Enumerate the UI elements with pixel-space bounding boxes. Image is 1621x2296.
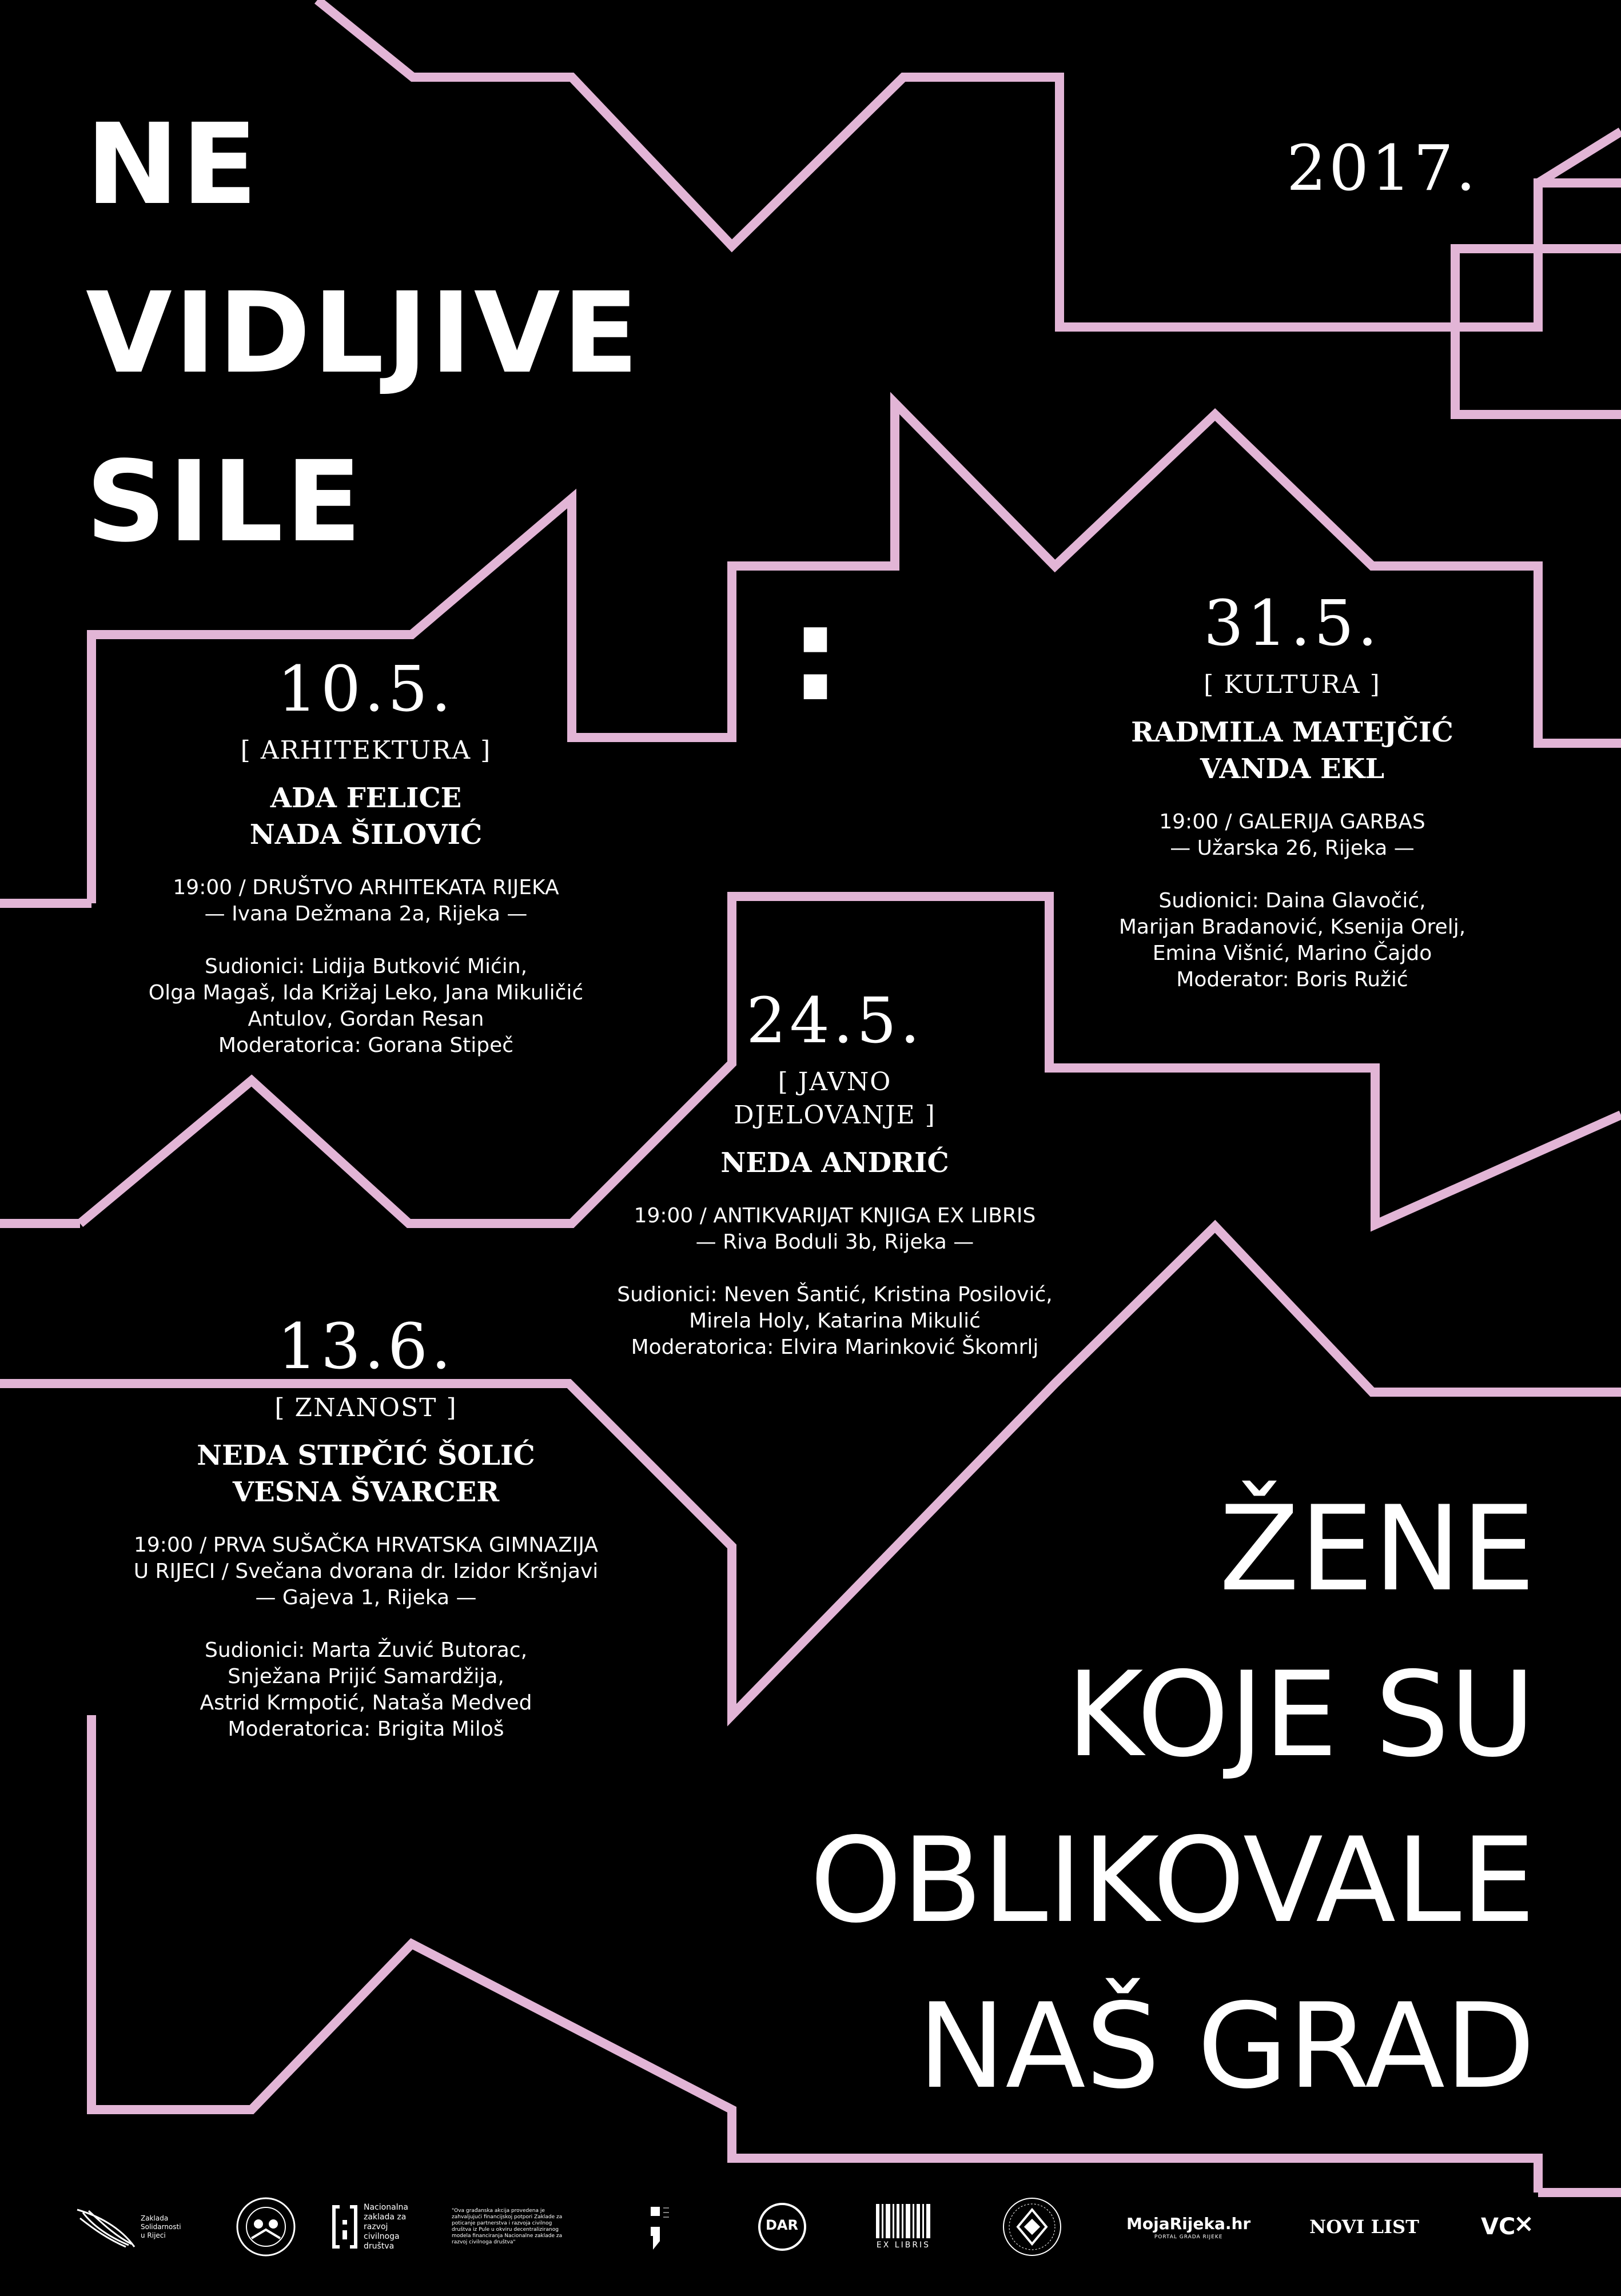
event-kultura: [1006, 586, 1578, 993]
event-category: [ KULTURA ]: [1204, 670, 1381, 699]
event-venue-line: 19:00 / ANTIKVARIJAT KNJIGA EX LIBRIS: [634, 1204, 1036, 1227]
event-venue: [1006, 809, 1578, 862]
event-znanost: [80, 1309, 652, 1743]
event-person: NADA ŠILOVIĆ: [249, 819, 483, 851]
event-people: [80, 1437, 652, 1510]
logo-novi-list: [1309, 2190, 1419, 2264]
subtitle-line: ŽENE: [1219, 1481, 1535, 1617]
logo-dar: [758, 2190, 807, 2264]
logo-nacionalna-zaklada: [332, 2190, 408, 2264]
event-venue: [549, 1203, 1121, 1255]
event-category: [ ARHITEKTURA ]: [240, 736, 492, 765]
event-date: 24.5.: [746, 984, 923, 1057]
novi-list-text: NOVI LIST: [1309, 2216, 1419, 2238]
event-participant-line: Marijan Bradanović, Ksenija Orelj,: [1118, 915, 1466, 939]
event-venue-line: 19:00 / GALERIJA GARBAS: [1159, 810, 1425, 834]
moja-rijeka-subtext: PORTAL GRADA RIJEKE: [1154, 2234, 1223, 2240]
event-participant-line: Olga Magaš, Ida Križaj Leko, Jana Mikuličić: [148, 981, 584, 1005]
emblem-icon: [1001, 2195, 1064, 2258]
event-category-line: DJELOVANJE ]: [734, 1101, 936, 1130]
event-participant-line: Sudionici: Marta Žuvić Butorac,: [204, 1639, 528, 1662]
event-javno-djelovanje: [549, 983, 1121, 1361]
subtitle-line: KOJE SU: [1066, 1647, 1535, 1783]
main-title-line: SILE: [86, 437, 364, 567]
logo-disclaimer: [452, 2190, 572, 2264]
disclaimer-text: "Ova građanska akcija provedena je zahvaljujući financijskoj potpori Zaklade za poticanje partnerstva i razvoja civilnog društva iz Pule u okviru decentraliziranog modela financiranja Nacionalne zaklade za razvoj civilnoga društva": [452, 2208, 563, 2245]
event-venue: [80, 1532, 652, 1611]
event-category: [549, 1066, 1121, 1132]
event-venue-line: — Gajeva 1, Rijeka —: [255, 1586, 477, 1609]
event-participant-line: Sudionici: Lidija Butković Mićin,: [204, 955, 528, 978]
semicolon-icon: [646, 2201, 669, 2253]
barcode-icon: [875, 2204, 932, 2238]
logo-circular-seal: [1001, 2190, 1064, 2264]
event-participant-line: Sudionici: Neven Šantić, Kristina Posilović,: [617, 1283, 1053, 1306]
logo-label: Nacionalna zaklada za razvoj civilnoga društva: [364, 2202, 408, 2251]
event-person: VANDA EKL: [1200, 753, 1385, 785]
main-title: [86, 80, 641, 586]
logo-label: Zaklada Solidarnosti u Rijeci: [141, 2214, 181, 2239]
cross-icon: [1515, 2215, 1532, 2238]
subtitle: [810, 1466, 1535, 2130]
event-date: 10.5.: [277, 652, 455, 726]
event-person: VESNA ŠVARCER: [232, 1476, 500, 1508]
event-venue-line: — Ivana Dežmana 2a, Rijeka —: [204, 902, 528, 926]
year: 2017.: [1287, 131, 1478, 205]
event-participant-line: Emina Višnić, Marino Čajdo: [1152, 942, 1432, 965]
colon-mark: :: [789, 578, 842, 731]
event-venue-line: 19:00 / DRUŠTVO ARHITEKATA RIJEKA: [173, 876, 559, 899]
logo-vc: [1481, 2190, 1532, 2264]
event-venue: [80, 875, 652, 927]
logo-moja-rijeka: [1126, 2190, 1250, 2264]
event-venue-line: 19:00 / PRVA SUŠAČKA HRVATSKA GIMNAZIJA: [134, 1533, 598, 1557]
event-person: RADMILA MATEJČIĆ: [1131, 716, 1453, 748]
event-category: [ ZNANOST ]: [274, 1393, 457, 1422]
event-person: NEDA STIPČIĆ ŠOLIĆ: [197, 1440, 535, 1472]
brackets-icon: [332, 2204, 358, 2250]
dar-text: DAR: [766, 2217, 798, 2233]
event-people: [1006, 714, 1578, 787]
event-participant-line: Moderatorica: Elvira Marinković Škomrlj: [631, 1336, 1039, 1359]
event-participant-line: Snježana Prijić Samardžija,: [228, 1665, 504, 1688]
event-date: 31.5.: [1204, 587, 1381, 660]
event-venue-line: U RIJECI / Svečana dvorana dr. Izidor Kršnjavi: [133, 1560, 599, 1583]
ex-libris-text: EX LIBRIS: [876, 2241, 931, 2250]
event-participant-line: Astrid Krmpotić, Nataša Medved: [200, 1691, 532, 1715]
event-people: [549, 1145, 1121, 1181]
seal-icon: [234, 2195, 297, 2258]
event-participant-line: Sudionici: Daina Glavočić,: [1158, 889, 1426, 912]
event-person: ADA FELICE: [270, 782, 462, 814]
event-participant-line: Moderator: Boris Ružić: [1176, 968, 1408, 991]
event-participants: [80, 1637, 652, 1743]
event-category-line: [ JAVNO: [778, 1067, 892, 1097]
event-date: 13.6.: [277, 1310, 455, 1383]
logo-ex-libris: [875, 2190, 932, 2264]
main-title-line: VIDLJIVE: [86, 268, 641, 398]
logo-zaklada-solidarnosti: [74, 2190, 181, 2264]
subtitle-line: OBLIKOVALE: [810, 1813, 1535, 1949]
vc-text: VC: [1481, 2214, 1516, 2240]
sponsor-logos: [74, 2190, 1561, 2275]
moja-rijeka-text: MojaRijeka.hr: [1126, 2214, 1251, 2233]
event-venue-line: — Užarska 26, Rijeka —: [1170, 836, 1415, 860]
logo-pfri-seal: [234, 2190, 297, 2264]
event-people: [80, 780, 652, 853]
feather-icon: [74, 2204, 137, 2250]
event-participant-line: Antulov, Gordan Resan: [248, 1007, 484, 1031]
main-title-line: NE: [86, 99, 260, 229]
subtitle-line: NAŠ GRAD: [918, 1979, 1535, 2115]
event-participant-line: Moderatorica: Gorana Stipeč: [218, 1034, 514, 1057]
event-person: NEDA ANDRIĆ: [720, 1147, 949, 1179]
logo-semicolon: [646, 2190, 669, 2264]
event-participants: [1006, 888, 1578, 993]
outline-bubble-top-right: [1538, 131, 1621, 183]
event-participant-line: Moderatorica: Brigita Miloš: [228, 1717, 504, 1741]
event-participant-line: Mirela Holy, Katarina Mikulić: [689, 1309, 981, 1333]
event-venue-line: — Riva Boduli 3b, Rijeka —: [695, 1230, 974, 1254]
